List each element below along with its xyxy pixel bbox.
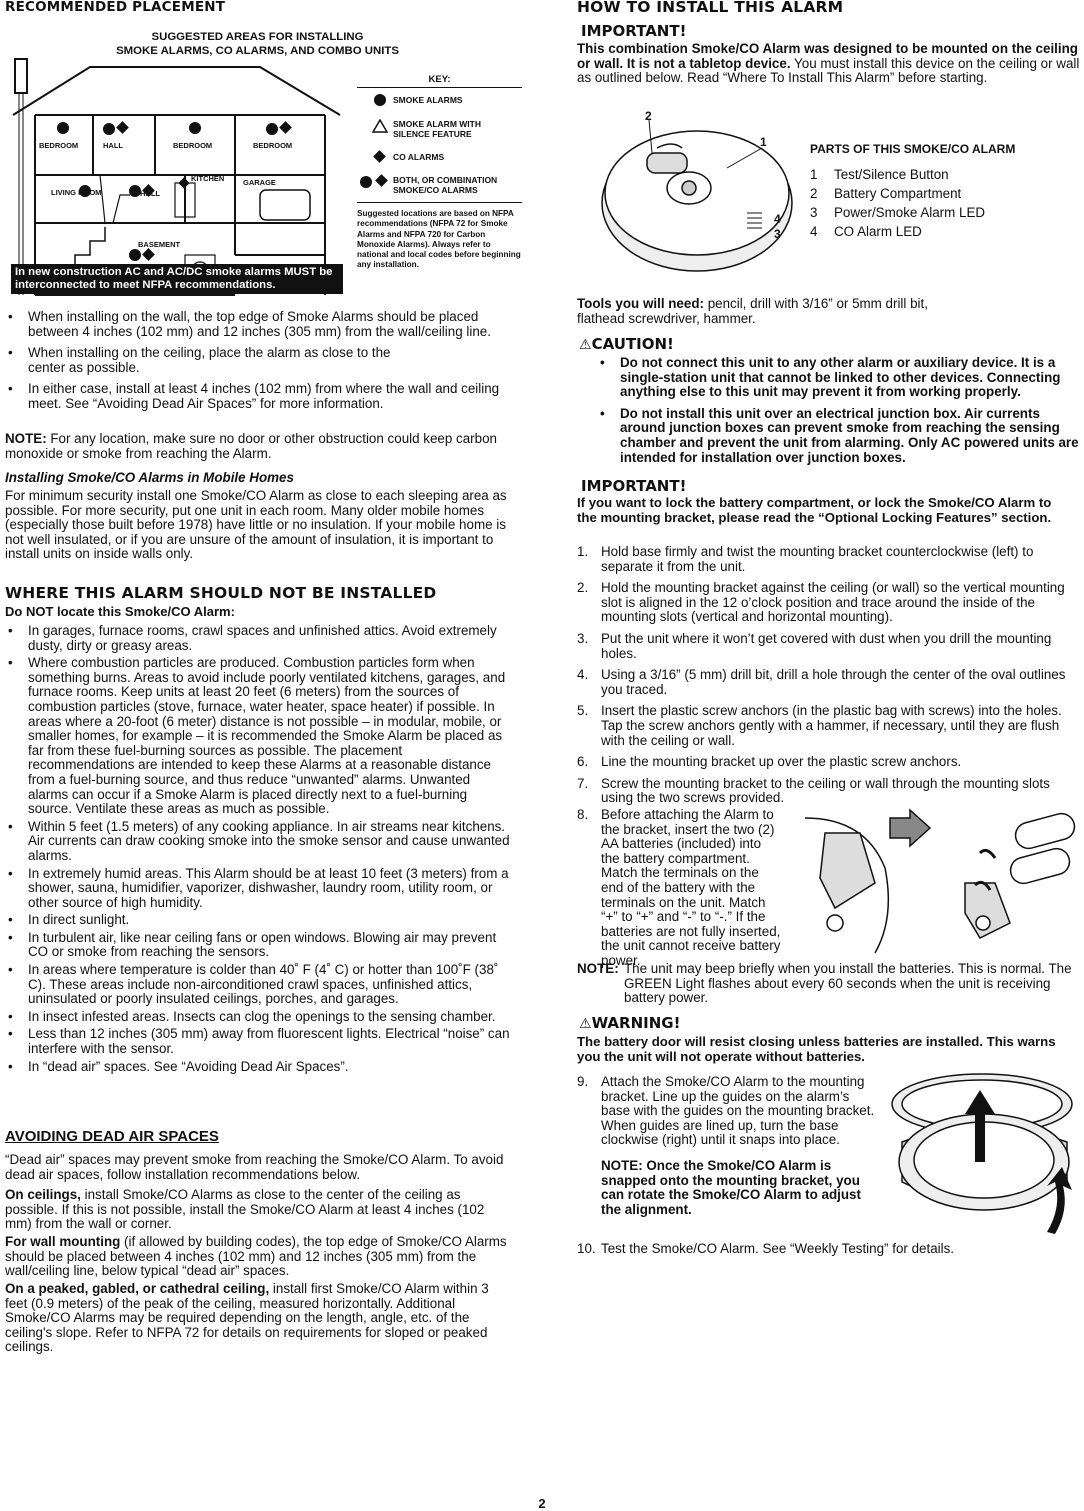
parts-items (810, 165, 1080, 241)
step-text: Hold base firmly and twist the mounting bracket counterclockwise (left) to separate it from the unit. (601, 544, 1034, 574)
step-number: 1. (577, 544, 589, 559)
list-item (810, 184, 1080, 203)
placement-diagram (5, 30, 521, 302)
part-number: 2 (810, 185, 818, 201)
mobile-homes-text: For minimum security install one Smoke/CO Alarm as close to each sleeping area as possible. For more security, put one unit in each room. Many older mobile homes (especially those built before 1978) have little or no insulation. If your mobile home is not well insulated, or if you are unsure of the amount of insulation, it is important to install units on inside walls only. (5, 488, 507, 562)
key-item-co (357, 146, 522, 170)
callout-1: 1 (760, 135, 767, 149)
step-number: 10. (577, 1241, 596, 1256)
callout-3: 3 (774, 227, 781, 241)
not-installed-heading: WHERE THIS ALARM SHOULD NOT BE INSTALLED (5, 584, 437, 602)
step-9 (577, 1075, 877, 1217)
caution-label: CAUTION! (591, 335, 674, 353)
step-number: 3. (577, 630, 589, 646)
list-item: • In garages, furnace rooms, crawl spaces and unfinished attics. Avoid extremely dusty, dirty or greasy areas. (5, 624, 510, 653)
room-basement: BASEMENT (138, 240, 181, 249)
warning-triangle-icon: ⚠ (579, 1015, 592, 1031)
important-bold: This combination Smoke/CO Alarm was designed to be mounted on the ceiling or wall. It is not a tabletop device. (577, 41, 1078, 71)
key-note: Suggested locations are based on NFPA recommendations (NFPA 72 for Smoke Alarms and NFPA 720 for Carbon Monoxide Alarms). Always refer to national and local codes before beginning any installation. (357, 209, 521, 270)
warning-banner (579, 1016, 680, 1032)
parts-title: PARTS OF THIS SMOKE/CO ALARM (810, 142, 1016, 156)
mobile-homes-heading: Installing Smoke/CO Alarms in Mobile Homes (5, 470, 294, 485)
step-text: Line the mounting bracket up over the plastic screw anchors. (601, 754, 962, 770)
silence-feature-icon (372, 119, 388, 133)
part-number: 1 (810, 166, 818, 182)
list-item: • When installing on the wall, the top edge of Smoke Alarms should be placed between 4 inches (102 mm) and 12 inches (305 mm) from the wall/ceiling line. (5, 310, 510, 339)
list-item: • In insect infested areas. Insects can clog the openings to the sensing chamber. (5, 1010, 510, 1025)
dead-air-peaked (5, 1282, 510, 1355)
part-label: Test/Silence Button (834, 166, 949, 182)
list-item: • In areas where temperature is colder than 40˚ F (4˚ C) or hotter than 100˚F (38˚ C). These areas include non-airconditioned crawl spaces, unfinished attics, uninsulated or poorly insulated ceilings, porches, and garages. (5, 963, 510, 1007)
step-number: 9. (577, 1074, 589, 1089)
part-label: Battery Compartment (834, 185, 962, 201)
step-text: Using a 3/16” (5 mm) drill bit, drill a hole through the center of the oval outlines you traced. (601, 667, 1066, 697)
room-hall-2: HALL (140, 189, 160, 198)
diagram-title (5, 30, 510, 58)
alarm-mount-drawing (887, 1072, 1084, 1237)
install-steps (577, 545, 1084, 813)
page-number: 2 (538, 1496, 546, 1511)
not-installed-sub: Do NOT locate this Smoke/CO Alarm: (5, 604, 235, 619)
step-number: 8. (577, 807, 589, 822)
step-text: Screw the mounting bracket to the ceiling or wall through the mounting slots using the two screws provided. (601, 775, 1050, 806)
step-text: Before attaching the Alarm to the bracket, insert the two (2) AA batteries (included) into the battery compartment. Match the terminals on the end of the battery with the terminals on the unit. Match “+” to “+” and “-” to “-.” If the batteries are not fully inserted, the unit cannot receive battery power. (601, 807, 781, 968)
tools-label: Tools you will need: (577, 296, 704, 311)
list-item: • Within 5 feet (1.5 meters) of any cooking appliance. In air streams near kitchens. Air currents can draw cooking smoke into the smoke sensor and cause unwanted alarms. (5, 820, 510, 864)
step-number: 2. (577, 580, 589, 596)
step-8 (577, 808, 782, 969)
smoke-co-alarm-drawing (597, 108, 797, 288)
wall-text: (if allowed by building codes), the top edge of Smoke/CO Alarms should be placed between 4 inches (102 mm) and 12 inches (305 mm) from the wall/ceiling line, below typical “dead air” spaces. (5, 1234, 507, 1279)
dead-air-intro: “Dead air” spaces may prevent smoke from reaching the Smoke/CO Alarm. To avoid dead air spaces, follow installation recommendations below. (5, 1152, 504, 1182)
room-kitchen: KITCHEN (191, 174, 225, 183)
placement-note (5, 432, 510, 461)
warning-triangle-icon: ⚠ (579, 336, 592, 352)
step-number: 6. (577, 754, 589, 770)
list-item (577, 545, 1084, 574)
important2-banner: IMPORTANT! (581, 477, 687, 495)
co-alarm-icon (373, 150, 386, 163)
list-item (577, 777, 1084, 806)
note-label: NOTE: (5, 431, 47, 446)
list-item: • In extremely humid areas. This Alarm should be at least 10 feet (3 meters) from a shower, sauna, humidifier, vaporizer, dishwasher, laundry room, utility room, or other source of high humidity. (5, 867, 510, 911)
list-item (577, 704, 1084, 748)
dead-air-ceilings (5, 1188, 510, 1232)
list-item (810, 165, 1080, 184)
important2-text: If you want to lock the battery compartment, or lock the Smoke/CO Alarm to the mounting bracket, please read the “Optional Locking Features” section. (577, 495, 1052, 525)
list-item: • Do not install this unit over an electrical junction box. Air currents around junction boxes can prevent smoke from reaching the sensing chamber and prevent the unit from alarming. Only AC powered units are intended for installation over junction boxes. (597, 407, 1084, 465)
room-bedroom-1: BEDROOM (39, 141, 79, 150)
ceilings-text: install Smoke/CO Alarms as close to the center of the ceiling as possible. If this is not possible, install the Smoke/CO Alarm at least 4 inches (102 mm) from the wall or corner. (5, 1187, 485, 1232)
important-banner: IMPORTANT! (581, 22, 687, 40)
part-label: Power/Smoke Alarm LED (834, 204, 986, 220)
placement-bullets (5, 310, 510, 419)
part-number: 4 (810, 223, 818, 239)
combo-co-icon (375, 174, 388, 187)
dead-air-heading: AVOIDING DEAD AIR SPACES (5, 1128, 219, 1145)
callout-4: 4 (774, 212, 781, 226)
diagram-key (357, 75, 522, 271)
list-item (810, 222, 1080, 241)
key-title: KEY: (357, 75, 522, 88)
list-item (577, 755, 1084, 770)
list-item: • In direct sunlight. (5, 913, 510, 928)
step-text: Attach the Smoke/CO Alarm to the mounting bracket. Line up the guides on the alarm’s base with the guides on the mounting bracket. When guides are lined up, turn the base clockwise (right) until it snaps into place. (601, 1074, 875, 1148)
warning-label: WARNING! (591, 1014, 681, 1032)
step9-note: NOTE: Once the Smoke/CO Alarm is snapped onto the mounting bracket, you can rotate the Smoke/CO Alarm to adjust the alignment. (601, 1157, 861, 1217)
not-installed-bullets (5, 624, 510, 1077)
install-heading: HOW TO INSTALL THIS ALARM (577, 0, 844, 16)
step-number: 7. (577, 775, 589, 791)
list-item: • In either case, install at least 4 inches (102 mm) from where the wall and ceiling meet. See “Avoiding Dead Air Spaces” for more information. (5, 382, 510, 411)
parts-list (810, 142, 1080, 241)
step-number: 4. (577, 667, 589, 683)
warning-text: The battery door will resist closing unless batteries are installed. This warns you the unit will not operate without batteries. (577, 1034, 1056, 1064)
caution-banner (579, 337, 674, 353)
step-number: 5. (577, 703, 589, 719)
caution-bullets (597, 356, 1084, 472)
step-text: Hold the mounting bracket against the ceiling (or wall) so the vertical mounting slot is aligned in the 12 o’clock position and trace around the inside of the mounting slots (vertical and horizontal mounting). (601, 580, 1065, 625)
combo-smoke-icon (360, 176, 372, 188)
important-rest: You must install this device on the ceiling or wall as outlined below. Read “Where To Install This Alarm” before starting. (577, 55, 1080, 86)
list-item: • Where combustion particles are produced. Combustion particles form when something burns. Areas to avoid include poorly ventilated kitchens, garages, and furnace rooms. Keep units at least 20 feet (6 meters) from the sources of combustion particles (stove, furnace, water heater, space heater) if possible. In areas where a 20-foot (6 meter) distance is not possible – in modular, mobile, or smaller homes, for example – it is recommended the Smoke Alarm be placed as far from these fuel-burning sources as possible. The placement recommendations are intended to keep these Alarms at a reasonable distance from a fuel-burning source, and thus reduce “unwanted” alarms. Unwanted alarms can occur if a Smoke Alarm is placed directly next to a fuel-burning source. Ventilate these areas as much as possible. (5, 656, 510, 817)
list-item (577, 581, 1084, 625)
step-text: Test the Smoke/CO Alarm. See “Weekly Testing” for details. (601, 1241, 955, 1256)
list-item: • When installing on the ceiling, place the alarm as close to the center as possible. (5, 346, 510, 375)
room-living-room: LIVING ROOM (51, 188, 102, 197)
battery-install-drawing (805, 808, 1084, 958)
list-item: • Do not connect this unit to any other alarm or auxiliary device. It is a single-station unit that cannot be linked to other devices. Connecting anything else to this unit may prevent it from working properly. (597, 356, 1084, 400)
dead-air-wall (5, 1235, 510, 1279)
tools-rest: pencil, drill with 3/16” or 5mm drill bit, flathead screwdriver, hammer. (577, 296, 928, 326)
step-text: Put the unit where it won’t get covered with dust when you drill the mounting holes. (601, 630, 1052, 661)
list-item: • In turbulent air, like near ceiling fans or open windows. Blowing air may prevent CO or smoke from reaching the sensors. (5, 931, 510, 960)
list-item: • Less than 12 inches (305 mm) away from fluorescent lights. Electrical “noise” can interfere with the sensor. (5, 1027, 510, 1056)
recommended-placement-heading: RECOMMENDED PLACEMENT (5, 0, 226, 15)
list-item (577, 668, 1084, 697)
key-label-combo: BOTH, OR COMBINATION SMOKE/CO ALARMS (393, 175, 498, 195)
key-item-smoke (357, 88, 522, 112)
key-label-co: CO ALARMS (393, 152, 445, 162)
ceilings-label: On ceilings, (5, 1187, 81, 1202)
smoke-alarm-icon (374, 94, 386, 106)
note2 (577, 962, 1084, 1006)
peaked-label: On a peaked, gabled, or cathedral ceiling, (5, 1281, 270, 1296)
note-text: For any location, make sure no door or other obstruction could keep carbon monoxide or smoke from reaching the Alarm. (5, 431, 497, 461)
step-text: Insert the plastic screw anchors (in the plastic bag with screws) into the holes. Tap the screw anchors gently with a hammer, if necessary, until they are flush with the ceiling or wall. (601, 703, 1062, 748)
room-bedroom-2: BEDROOM (173, 141, 213, 150)
room-hall-1: HALL (103, 141, 123, 150)
important-text (577, 42, 1084, 86)
note2-text: The unit may beep briefly when you install the batteries. This is normal. The GREEN Light flashes about every 60 seconds when the unit is receiving battery power. (624, 961, 1072, 1006)
room-garage: GARAGE (243, 178, 276, 187)
list-item: • In “dead air” spaces. See “Avoiding Dead Air Spaces”. (5, 1060, 510, 1075)
key-item-silence (357, 112, 522, 146)
peaked-text: install first Smoke/CO Alarm within 3 feet (0.9 meters) of the peak of the ceiling, measured horizontally. Additional Smoke/CO Alarms may be required depending on the length, angle, etc. of the ceiling's slope. Refer to NFPA 72 for details on requirements for sloped or peaked ceilings. (5, 1281, 489, 1355)
diagram-title-line2: SMOKE ALARMS, CO ALARMS, AND COMBO UNITS (116, 45, 399, 57)
part-number: 3 (810, 204, 818, 220)
key-label-smoke: SMOKE ALARMS (393, 95, 463, 105)
diagram-title-line1: SUGGESTED AREAS FOR INSTALLING (151, 31, 364, 43)
wall-label: For wall mounting (5, 1234, 121, 1249)
key-label-silence: SMOKE ALARM WITH SILENCE FEATURE (393, 119, 481, 139)
room-bedroom-3: BEDROOM (253, 141, 293, 150)
key-item-combo (357, 170, 522, 203)
step-10 (577, 1242, 1084, 1257)
list-item (810, 203, 1080, 222)
interconnect-banner: In new construction AC and AC/DC smoke alarms MUST be interconnected to meet NFPA recommendations. (11, 264, 343, 294)
part-label: CO Alarm LED (834, 223, 922, 239)
list-item (577, 632, 1084, 661)
note2-label: NOTE: (577, 961, 619, 976)
tools-text (577, 297, 977, 326)
callout-2: 2 (645, 109, 652, 123)
